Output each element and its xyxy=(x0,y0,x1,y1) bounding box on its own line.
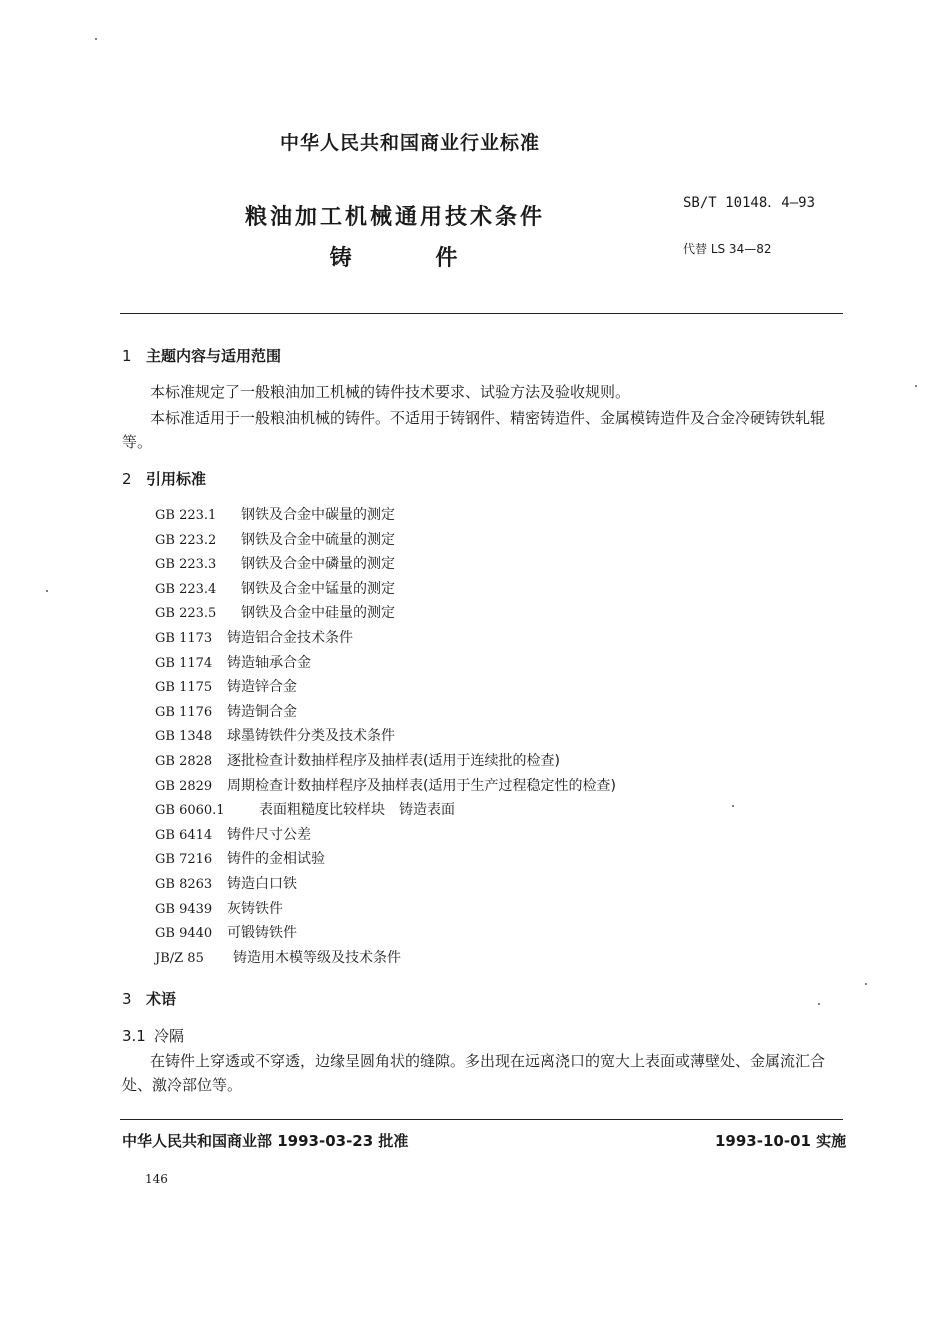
reference-title: 灰铸铁件 xyxy=(227,900,283,917)
section-3-number: 3 xyxy=(122,990,132,1008)
reference-code: GB 1175 xyxy=(155,680,213,696)
header-divider xyxy=(120,313,843,314)
scan-speck xyxy=(732,805,734,807)
reference-code: GB 6414 xyxy=(155,827,213,843)
reference-title: 逐批检查计数抽样程序及抽样表(适用于连续批的检查) xyxy=(227,752,560,769)
reference-title: 钢铁及合金中锰量的测定 xyxy=(241,580,395,597)
reference-code: GB 223.3 xyxy=(155,557,217,573)
replaces-standard: 代替 LS 34—82 xyxy=(683,242,772,256)
reference-title: 铸件的金相试验 xyxy=(227,851,325,868)
reference-title: 铸造锌合金 xyxy=(227,679,297,696)
reference-item xyxy=(155,552,616,577)
reference-code: GB 1348 xyxy=(155,729,213,745)
subsection-3-1-title: 冷隔 xyxy=(154,1027,185,1045)
reference-item xyxy=(155,724,616,749)
scan-speck xyxy=(46,590,48,592)
reference-title: 铸造轴承合金 xyxy=(227,654,311,671)
reference-item xyxy=(155,700,616,725)
effective-date: 1993-10-01 实施 xyxy=(715,1132,847,1150)
reference-title: 铸造铝合金技术条件 xyxy=(227,629,353,646)
document-title: 粮油加工机械通用技术条件 xyxy=(244,205,545,230)
reference-code: GB 1174 xyxy=(155,655,213,671)
reference-item xyxy=(155,601,616,626)
section-2-number: 2 xyxy=(122,470,132,488)
reference-title: 钢铁及合金中硅量的测定 xyxy=(241,605,395,622)
subsection-3-1-heading xyxy=(122,1025,184,1046)
section-1-title: 主题内容与适用范围 xyxy=(146,347,282,365)
reference-item xyxy=(155,651,616,676)
reference-code: JB/Z 85 xyxy=(155,950,204,966)
reference-item xyxy=(155,675,616,700)
standard-category-title: 中华人民共和国商业行业标准 xyxy=(279,132,540,154)
reference-title: 周期检查计数抽样程序及抽样表(适用于生产过程稳定性的检查) xyxy=(227,777,616,794)
reference-title: 钢铁及合金中碳量的测定 xyxy=(241,507,395,523)
scan-speck xyxy=(865,983,867,985)
reference-title: 钢铁及合金中磷量的测定 xyxy=(241,556,395,573)
standard-number: SB/T 10148．4—93 xyxy=(683,195,816,211)
reference-item xyxy=(155,774,616,799)
reference-title: 铸造用木模等级及技术条件 xyxy=(233,949,401,966)
footer-divider xyxy=(120,1119,843,1120)
reference-code: GB 2829 xyxy=(155,778,213,794)
reference-item xyxy=(155,921,616,946)
page-number: 146 xyxy=(145,1172,168,1186)
reference-code: GB 6060.1 xyxy=(155,803,225,819)
reference-item xyxy=(155,847,616,872)
document-subtitle: 铸 件 xyxy=(329,246,461,271)
reference-item xyxy=(155,946,616,971)
reference-code: GB 1176 xyxy=(155,704,213,720)
reference-title: 表面粗糙度比较样块 铸造表面 xyxy=(259,802,455,819)
reference-item xyxy=(155,823,616,848)
reference-code: GB 223.1 xyxy=(155,508,217,523)
section-1-heading xyxy=(122,345,281,366)
section-3-title: 术语 xyxy=(146,990,177,1008)
reference-item xyxy=(155,577,616,602)
section-1-number: 1 xyxy=(122,347,132,365)
reference-code: GB 1173 xyxy=(155,630,213,646)
section-2-title: 引用标准 xyxy=(146,470,207,488)
section-2-heading xyxy=(122,468,206,489)
reference-item xyxy=(155,798,616,823)
scan-speck xyxy=(95,38,97,40)
reference-code: GB 9440 xyxy=(155,926,213,942)
subsection-3-1-number: 3.1 xyxy=(122,1027,146,1045)
reference-title: 铸造铜合金 xyxy=(227,703,297,720)
reference-title: 球墨铸铁件分类及技术条件 xyxy=(227,728,395,745)
reference-title: 可锻铸铁件 xyxy=(227,925,297,942)
reference-item xyxy=(155,503,616,528)
scan-speck xyxy=(818,1003,820,1005)
section-3-paragraph-1: 在铸件上穿透或不穿透，边缘呈圆角状的缝隙。多出现在远离浇口的宽大上表面或薄壁处、金属流汇合处、激冷部位等。 xyxy=(122,1052,826,1094)
reference-item xyxy=(155,897,616,922)
reference-title: 铸件尺寸公差 xyxy=(227,826,311,843)
scan-speck xyxy=(915,385,917,387)
reference-code: GB 9439 xyxy=(155,901,213,917)
reference-code: GB 7216 xyxy=(155,852,213,868)
reference-code: GB 8263 xyxy=(155,876,213,892)
section-3-heading xyxy=(122,988,176,1009)
section-1-paragraph-1: 本标准规定了一般粮油加工机械的铸件技术要求、试验方法及验收规则。 xyxy=(150,383,631,401)
reference-item xyxy=(155,872,616,897)
reference-title: 铸造白口铁 xyxy=(227,875,297,892)
section-1-paragraph-2: 本标准适用于一般粮油机械的铸件。不适用于铸钢件、精密铸造件、金属模铸造件及合金冷硬铸铁轧辊等。 xyxy=(122,409,826,451)
reference-title: 钢铁及合金中硫量的测定 xyxy=(241,531,395,548)
reference-item xyxy=(155,528,616,553)
reference-code: GB 223.4 xyxy=(155,581,217,597)
reference-code: GB 223.2 xyxy=(155,532,217,548)
reference-item xyxy=(155,626,616,651)
reference-item xyxy=(155,749,616,774)
reference-list xyxy=(155,503,616,970)
approval-statement: 中华人民共和国商业部 1993-03-23 批准 xyxy=(122,1132,409,1150)
reference-code: GB 2828 xyxy=(155,753,213,769)
reference-code: GB 223.5 xyxy=(155,606,217,622)
